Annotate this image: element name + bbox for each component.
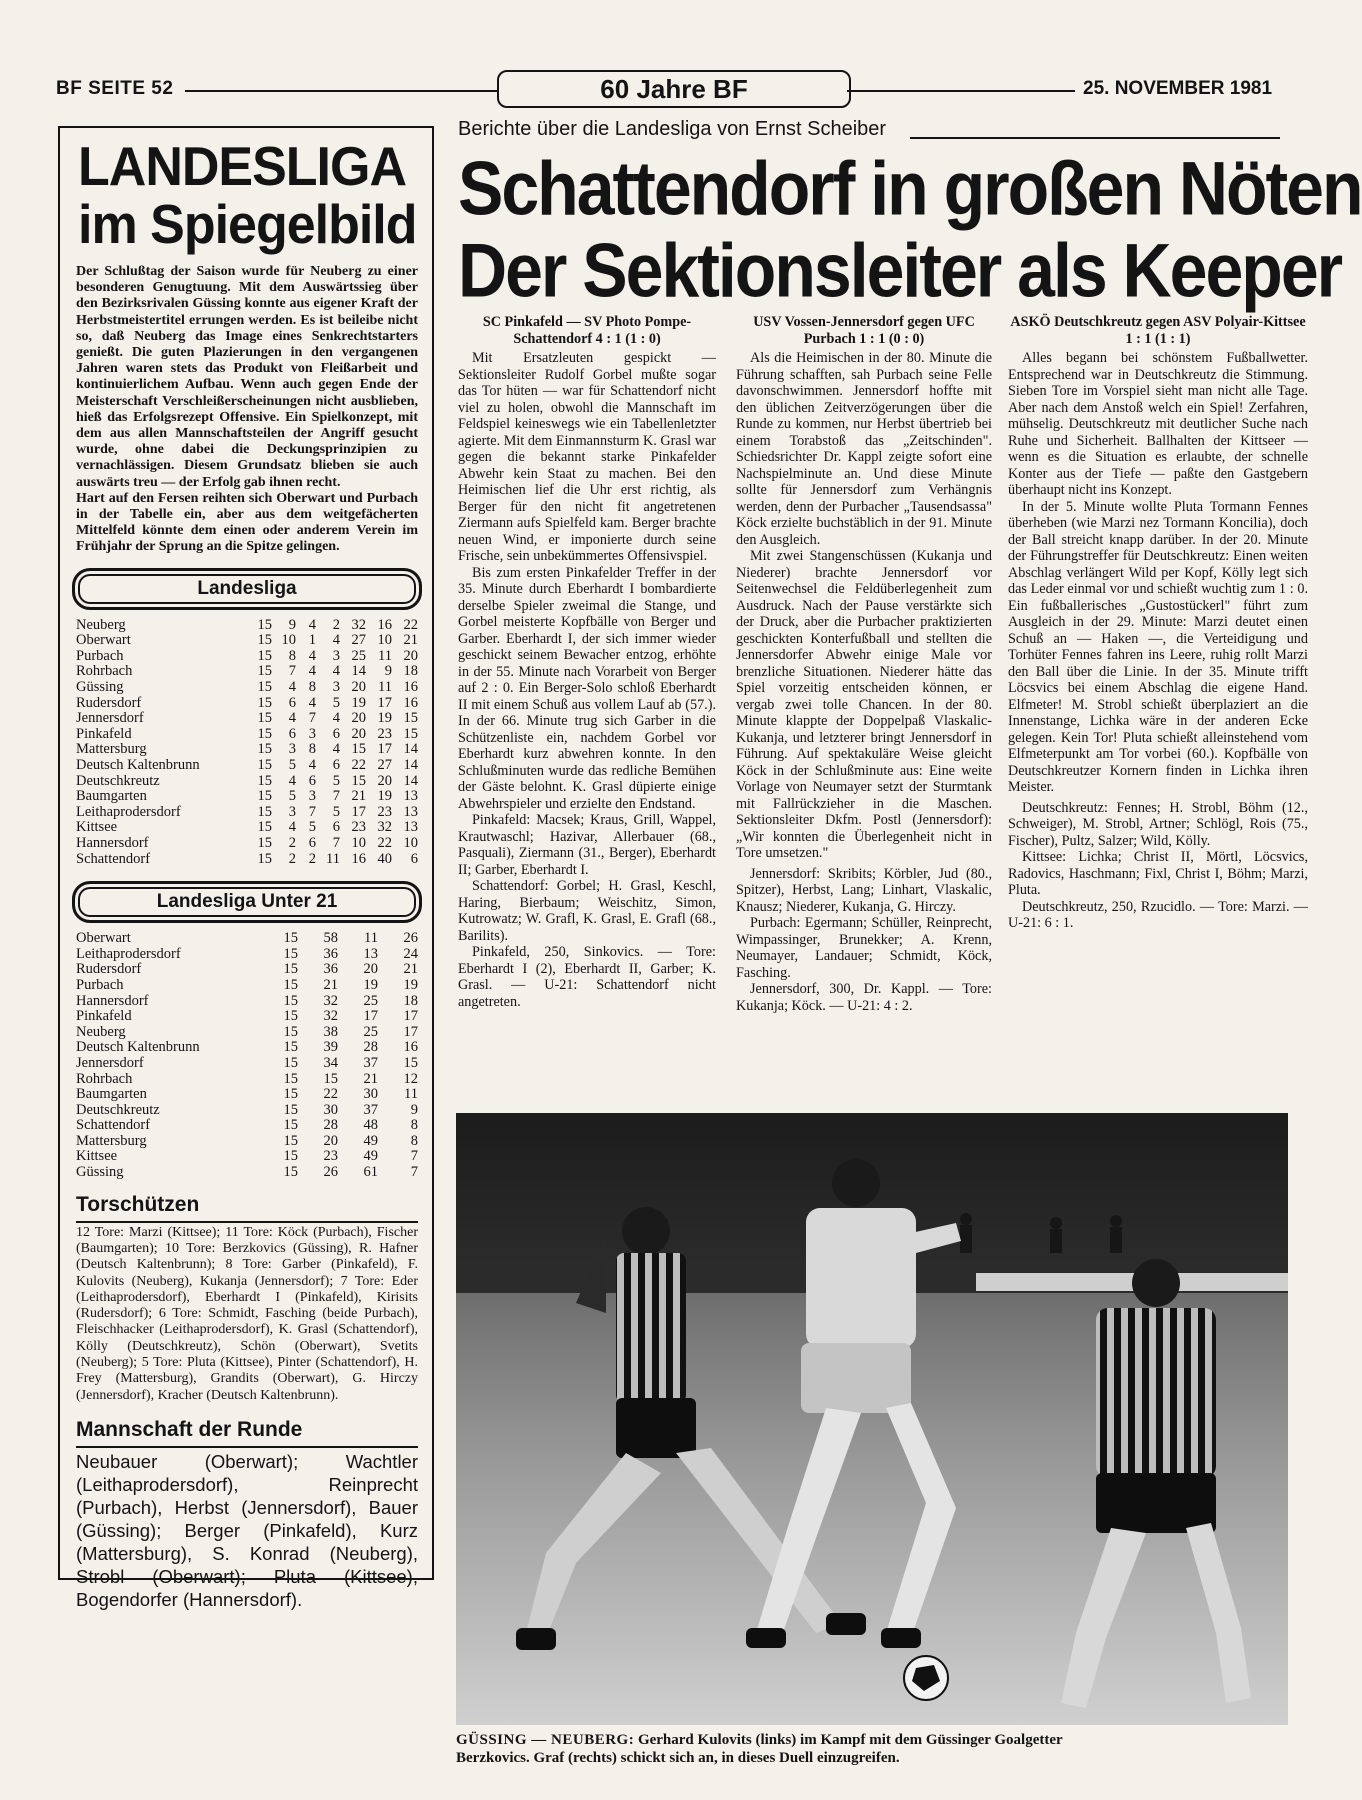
stat-cell: 6 [332,757,340,773]
team-name: Pinkafeld [76,725,132,742]
stat-cell: 8 [308,679,316,696]
team-name: Leithaprodersdorf [76,945,181,962]
stat-cell: 17 [403,1023,418,1040]
team-name: Schattendorf [76,1117,151,1134]
stat-cell: 21 [403,961,418,978]
team-of-round-heading: Mannschaft der Runde [76,1417,303,1441]
stat-cell: 36 [323,945,338,962]
stat-cell: 15 [283,1054,298,1071]
caption-text: Gerhard Kulovits (links) im Kampf mit dem Güssinger Goalgetter [634,1732,1063,1748]
stat-cell: 38 [323,1023,338,1040]
stat-cell: 14 [403,741,418,758]
stat-cell: 10 [351,834,366,851]
stat-cell: 7 [308,710,316,727]
match-facts: Pinkafeld, 250, Sinkovics. — Tore: Eberhardt I (2), Eberhardt II, Garber; K. Grasl. — U-21: Schattendorf nicht angetreten. [458,944,716,1010]
match-title: ASKÖ Deutschkreutz gegen ASV Polyair-Kittsee 1 : 1 (1 : 1) [1010,314,1306,347]
stat-cell: 22 [403,616,418,633]
stat-cell: 4 [332,663,340,680]
report-paragraph: In der 5. Minute wollte Pluta Tormann Fennes überheben (wie Marzi nez Tormann Koncilia), doch der Ball streicht knapp darüber. In der 20. Minute der Führungstreffer für Deutschkreutz: Einen weiten Abschlag verlängert Wild per Kopf, Kölly legt sich das Leder einmal vor und schießt wuchtig zum 1 : 0. Ein fußballerisches „Gustostückerl" führt zum Ausgleich in der 29. Minute: Marzi deutet einen Schuß an — Haken —, die Verteidigung und Torhüter Fennes fahren ins Leere, ruhig rollt Marzi den Ball über die Linie. In der 35. Minute trifft Löcsvics bei einem Abschlag die eigene Hand. Elfmeter! M. Strobl schießt überplaziert an die Innenstange, Lichka wäre in der anderen Ecke gelegen. Kein Tor! Pluta schießt alleinstehend vom Elfmeterpunkt am Tor vorbei (60.). Kopfbälle von Deutschkreutzer Kornern finden in Lichka ihren Meister. [1008,498,1308,795]
report-paragraph: Mit zwei Stangenschüssen (Kukanja und Niederer) brachte Jennersdorf vor Seitenwechsel die Feldüberlegenheit zum Ausdruck. Nach der Pause verstärkte sich der Druck, aber die Purbacher praktizierten geschickten Konterfußball und stellten die Jennersdorfer Abwehr einige Male vor brenzliche Situationen. Niederer hätte das Spiel vorzeitig entscheiden können, er vergab zwei tolle Chancen. In der 80. Minute klappte der Doppelpaß Vlaskalic-Kukanja, und letzterer bringt Jennersdorf in Führung. Auf spektakuläre Weise gleicht Köck in der Schlußminute aus: Eine weite Vorlage von Neumayer setzt der Sturmtank mit Fallrückzieher in die Maschen. Sektionsleiter Dkfm. Postl (Jennersdorf): „Wir konnten die Überlegenheit nicht in Tore umsetzen." [736,548,992,861]
stat-cell: 4 [308,647,316,664]
table-row [76,1149,418,1165]
table-row [76,1103,418,1119]
stat-cell: 15 [351,772,366,789]
stat-cell: 16 [403,679,418,696]
stat-cell: 15 [257,616,272,633]
stat-cell: 17 [403,1008,418,1025]
report-paragraph: Als die Heimischen in der 80. Minute die Führung schafften, sah Purbach seine Felle davonschwimmen. Jennersdorf hoffte mit den üblichen Zeitverzögerungen über die Runde zu kommen, nur Herbst übertrieb bei einem Torabstoß das „Zeitschinden". Schiedsrichter Dr. Kappl zeigte sofort eine Nachspielminute an. Und diese Minute sollte für Jennersdorf zum Verhängnis werden, denn der Purbacher „Tausendsassa" Köck erzielte buchstäblich in der 91. Minute den Ausgleich. [736,350,992,548]
stat-cell: 8 [288,647,296,664]
stat-cell: 13 [403,803,418,820]
column-3-inner [1008,314,1308,932]
stat-cell: 19 [351,694,366,711]
table-row [76,947,418,963]
match-report-jennersdorf [736,314,992,1106]
stat-cell: 5 [332,772,340,789]
stat-cell: 15 [257,694,272,711]
stat-cell: 5 [288,757,296,773]
stat-cell: 2 [308,850,316,867]
stat-cell: 11 [404,1086,418,1103]
stat-cell: 15 [257,710,272,727]
standings-table [76,618,418,868]
table-row [76,931,418,947]
stat-cell: 20 [351,725,366,742]
lineup-home: Deutschkreutz: Fennes; H. Strobl, Böhm (12., Schweiger), M. Strobl, Artner; Schlögl, Rois (75., Fischer), Pultz, Salzer; Wild, Kölly. [1008,799,1308,849]
stat-cell: 11 [364,930,378,947]
report-paragraph: Mit Ersatzleuten gespickt — Sektionsleiter Rudolf Gorbel mußte sogar das Tor hüten — war für Schattendorf nicht viel zu holen, obwohl die Mannschaft im Feldspiel keineswegs wie ein Tabellenletzter agierte. Mit dem Einmannsturm K. Grasl war gegen die bekannt starke Pinkafelder Abwehr kein Staat zu machen. Bei den Heimischen lief die Uhr erst richtig, als Berger für den nicht fit angetretenen Ziermann aufs Spielfeld kam. Berger brachte neuen Wind, er imponierte durch seine Frische, sein unbekümmertes Offensivspiel. [458,350,716,564]
header-rule-left [185,90,497,92]
stat-cell: 23 [323,1148,338,1165]
stat-cell: 28 [363,1039,378,1056]
match-photo [456,1113,1288,1725]
table-row [76,789,418,805]
stat-cell: 6 [332,725,340,742]
stat-cell: 15 [403,1054,418,1071]
stat-cell: 58 [323,930,338,947]
stat-cell: 6 [308,772,316,789]
stat-cell: 3 [332,647,340,664]
stat-cell: 12 [403,1070,418,1087]
issue-date: 25. NOVEMBER 1981 [1083,78,1273,99]
table-row [76,774,418,790]
stat-cell: 6 [288,725,296,742]
stat-cell: 4 [332,632,340,649]
stat-cell: 23 [377,803,392,820]
team-name: Oberwart [76,930,131,947]
stat-cell: 9 [410,1101,418,1118]
byline-rule [910,137,1280,139]
stat-cell: 17 [363,1008,378,1025]
stat-cell: 2 [288,834,296,851]
stat-cell: 15 [283,1101,298,1118]
stat-cell: 30 [363,1086,378,1103]
headline-line-1: Schattendorf in großen Nöten [458,146,1362,232]
stat-cell: 20 [363,961,378,978]
team-name: Rohrbach [76,663,133,680]
table-row [76,711,418,727]
headline-line-2: Der Sektionsleiter als Keeper [458,228,1342,314]
stat-cell: 15 [283,1086,298,1103]
stat-cell: 15 [283,945,298,962]
stat-cell: 4 [308,694,316,711]
stat-cell: 25 [363,992,378,1009]
stat-cell: 20 [323,1132,338,1149]
landesliga-sidebar [58,126,434,1610]
team-name: Kittsee [76,819,118,836]
stat-cell: 19 [377,788,392,805]
stat-cell: 16 [351,850,366,867]
stat-cell: 15 [283,1008,298,1025]
table-row [76,1072,418,1088]
stat-cell: 20 [351,710,366,727]
stat-cell: 15 [283,1039,298,1056]
stat-cell: 21 [363,1070,378,1087]
stat-cell: 16 [403,694,418,711]
stat-cell: 23 [377,725,392,742]
stat-cell: 6 [410,850,418,867]
stat-cell: 21 [351,788,366,805]
u21-standings-heading: Landesliga Unter 21 [72,881,422,923]
match-facts: Deutschkreutz, 250, Rzucidlo. — Tore: Marzi. — U-21: 6 : 1. [1008,898,1308,931]
stat-cell: 28 [323,1117,338,1134]
table-row [76,1025,418,1041]
stat-cell: 5 [332,803,340,820]
stat-cell: 17 [377,741,392,758]
stat-cell: 13 [403,819,418,836]
stat-cell: 15 [283,1148,298,1165]
stat-cell: 10 [281,632,296,649]
stat-cell: 15 [283,992,298,1009]
stat-cell: 40 [377,850,392,867]
stat-cell: 2 [288,850,296,867]
table-row [76,852,418,868]
stat-cell: 4 [288,679,296,696]
team-name: Schattendorf [76,850,151,867]
sidebar-subtitle: im Spiegelbild [78,194,417,256]
stat-cell: 6 [288,694,296,711]
lineup-away: Schattendorf: Gorbel; H. Grasl, Keschl, Haring, Bierbaum; Weischitz, Simon, Kutrowatz; W. Grafl, K. Grasl, E. Grafl (68., Barilits). [458,878,716,944]
stat-cell: 18 [403,992,418,1009]
anniversary-badge: 60 Jahre BF [497,70,851,108]
stat-cell: 4 [288,710,296,727]
team-name: Deutsch Kaltenbrunn [76,757,200,773]
team-name: Neuberg [76,1023,126,1040]
stat-cell: 37 [363,1101,378,1118]
table-row [76,1056,418,1072]
stat-cell: 6 [332,819,340,836]
stat-cell: 7 [410,1164,418,1181]
lineup-away: Kittsee: Lichka; Christ II, Mörtl, Löcsvics, Radovics, Haschmann; Fixl, Christ I, Böhm; Marzi, Pluta. [1008,849,1308,898]
stat-cell: 13 [403,788,418,805]
stat-cell: 4 [332,710,340,727]
table-row [76,696,418,712]
stat-cell: 61 [363,1164,378,1181]
table-row [76,742,418,758]
stat-cell: 3 [308,725,316,742]
team-name: Deutsch Kaltenbrunn [76,1039,200,1056]
stat-cell: 11 [326,850,340,867]
stat-cell: 25 [351,647,366,664]
team-name: Kittsee [76,1148,118,1165]
table-row [76,649,418,665]
team-name: Baumgarten [76,1086,147,1103]
stat-cell: 15 [257,647,272,664]
report-paragraph: Bis zum ersten Pinkafelder Treffer in der 35. Minute durch Eberhardt I bombardierte derselbe Spieler zweimal die Stange, und Gorbel meisterte Kopfbälle von Berger und Garber. Eberhardt I, der sich immer wieder geschickt seinem Bewacher entzog, erhöhte in der 55. Minute nach Vorarbeit von Berger auf 2 : 0. Ein Berger-Solo schloß Eberhardt II mit einem Schuß aus vollem Lauf ab (57.). In der 66. Minute trug sich Garber in die Schützenliste ein, nachdem Gorbel vor Eberhardt kurz abwehren konnte. In den Schlußminuten wurde das redliche Bemühen der Gäste belohnt. K. Grasl düpierte einige Abwehrspieler und erzielte den Endstand. [458,564,716,812]
stat-cell: 21 [323,976,338,993]
stat-cell: 10 [403,834,418,851]
sidebar-title: LANDESLIGA [78,136,406,198]
stat-cell: 15 [403,710,418,727]
team-of-round-text: Neubauer (Oberwart); Wachtler (Leithaprodersdorf), Reinprecht (Purbach), Herbst (Jennersdorf), Bauer (Güssing); Berger (Pinkafeld), Kurz (Mattersburg), S. Konrad (Neuberg), Strobl (Oberwart); Pluta (Kittsee), Bogendorfer (Hannersdorf). [76,1450,418,1610]
table-row [76,680,418,696]
stat-cell: 3 [332,679,340,696]
stat-cell: 32 [323,992,338,1009]
stat-cell: 48 [363,1117,378,1134]
match-report-deutschkreutz [1008,314,1308,1106]
match-photo-illustration [456,1113,1288,1725]
stat-cell: 7 [308,803,316,820]
stat-cell: 7 [332,834,340,851]
table-row [76,758,418,774]
table-row [76,664,418,680]
stat-cell: 32 [377,819,392,836]
stat-cell: 49 [363,1132,378,1149]
stat-cell: 25 [363,1023,378,1040]
stat-cell: 6 [308,834,316,851]
table-row [76,1118,418,1134]
stat-cell: 15 [283,1132,298,1149]
caption-line-2: Berzkovics. Graf (rechts) schickt sich an, in dieses Duell einzugreifen. [456,1750,900,1766]
stat-cell: 3 [288,741,296,758]
stat-cell: 15 [257,834,272,851]
table-row [76,836,418,852]
scorers-text: 12 Tore: Marzi (Kittsee); 11 Tore: Köck (Purbach), Fischer (Baumgarten); 10 Tore: Berzkovics (Güssing), R. Hafner (Deutsch Kaltenbrunn); 8 Tore: Garber (Pinkafeld), F. Kulovits (Neuberg), Kukanja (Jennersdorf); 7 Tore: Eder (Leithaprodersdorf), Eberhardt I (Pinkafeld), Kirisits (Rudersdorf); 6 Tore: Schmidt, Fasching (beide Purbach), Fleischhacker (Leithaprodersdorf), K. Grasl (Schattendorf), Kölly (Deutschkreutz), Schön (Oberwart), Svetits (Neuberg); 5 Tore: Pluta (Kittsee), Pinter (Schattendorf), H. Frey (Mattersburg), Grandits (Oberwart), G. Hirczy (Jennersdorf), Kracher (Deutsch Kaltenbrunn). [76,1224,418,1403]
stat-cell: 20 [377,772,392,789]
team-name: Pinkafeld [76,1008,132,1025]
lineup-home: Jennersdorf: Skribits; Körbler, Jud (80., Spitzer), Herbst, Lang; Linhart, Vlaskalic, Knausz; Niederer, Kukanja, G. Hirczy. [736,865,992,915]
table-row [76,1040,418,1056]
team-name: Rudersdorf [76,694,142,711]
stat-cell: 23 [351,819,366,836]
stat-cell: 20 [403,647,418,664]
stat-cell: 2 [332,616,340,633]
stat-cell: 15 [257,803,272,820]
stat-cell: 16 [377,616,392,633]
stat-cell: 3 [308,788,316,805]
team-name: Oberwart [76,632,131,649]
table-row [76,633,418,649]
stat-cell: 15 [257,757,272,773]
page-label: BF SEITE 52 [56,78,174,99]
caption-lead: GÜSSING — NEUBERG: [456,1732,635,1748]
match-title: SC Pinkafeld — SV Photo Pompe-Schattendorf 4 : 1 (1 : 0) [482,314,692,347]
stat-cell: 15 [257,819,272,836]
team-name: Deutschkreutz [76,772,160,789]
team-name: Leithaprodersdorf [76,803,181,820]
stat-cell: 7 [332,788,340,805]
team-name: Mattersburg [76,1132,147,1149]
stat-cell: 7 [410,1148,418,1165]
team-name: Jennersdorf [76,1054,144,1071]
stat-cell: 15 [283,1023,298,1040]
stat-cell: 15 [351,741,366,758]
stat-cell: 15 [257,725,272,742]
stat-cell: 15 [323,1070,338,1087]
stat-cell: 11 [378,647,392,664]
table-row [76,1009,418,1025]
stat-cell: 15 [283,976,298,993]
stat-cell: 22 [323,1086,338,1103]
table-row [76,1165,418,1181]
stat-cell: 15 [257,663,272,680]
stat-cell: 22 [377,834,392,851]
team-name: Güssing [76,679,124,696]
stat-cell: 5 [332,694,340,711]
stat-cell: 27 [351,632,366,649]
match-title: USV Vossen-Jennersdorf gegen UFC Purbach 1 : 1 (0 : 0) [753,314,975,347]
stat-cell: 14 [403,772,418,789]
stat-cell: 15 [283,1117,298,1134]
stat-cell: 14 [403,757,418,773]
stat-cell: 24 [403,945,418,962]
team-name: Hannersdorf [76,992,149,1009]
stat-cell: 3 [288,803,296,820]
stat-cell: 4 [288,819,296,836]
stat-cell: 36 [323,961,338,978]
table-row [76,994,418,1010]
stat-cell: 4 [308,757,316,773]
stat-cell: 9 [384,663,392,680]
stat-cell: 15 [257,632,272,649]
report-paragraph: Alles begann bei schönstem Fußballwetter. Entsprechend war in Deutschkreutz die Stimmung. Sieben Tore im Vorspiel sieht man nicht alle Tage. Aber nach dem Anstoß welch ein Spiel! Zerfahren, mühselig. Deutschkreutz mit deutlicher Suche nach Ruhe und Sicherheit. Ballhalten der Kittseer — wenn es die Situation es erlaubte, der schnelle Konter aus der Tiefe — paßte den Gastgebern überhaupt nicht ins Konzept. [1008,350,1308,498]
stat-cell: 22 [351,757,366,773]
photo-caption [456,1731,1288,1767]
stat-cell: 39 [323,1039,338,1056]
stat-cell: 15 [283,1164,298,1181]
stat-cell: 10 [377,632,392,649]
stat-cell: 7 [288,663,296,680]
stat-cell: 19 [377,710,392,727]
match-report-pinkafeld [458,314,716,1106]
stat-cell: 14 [351,663,366,680]
stat-cell: 15 [257,850,272,867]
u21-standings-table [76,931,418,1181]
table-row [76,1134,418,1150]
team-name: Baumgarten [76,788,147,805]
stat-cell: 4 [308,616,316,633]
table-row [76,1087,418,1103]
stat-cell: 15 [283,930,298,947]
table-row [76,805,418,821]
stat-cell: 19 [363,976,378,993]
team-name: Deutschkreutz [76,1101,160,1118]
byline: Berichte über die Landesliga von Ernst Scheiber [458,118,887,140]
team-name: Rohrbach [76,1070,133,1087]
sidebar-intro-2: Hart auf den Fersen reihten sich Oberwart und Purbach in der Tabelle ein, aber aus dem weitgefächerten Mittelfeld könnte dem einen oder anderem Verein im Frühjahr der Sprung an die Spitze gelingen. [76,490,418,555]
header-rule-right [847,90,1075,92]
stat-cell: 18 [403,663,418,680]
sidebar-intro: Der Schlußtag der Saison wurde für Neuberg zu einer besonderen Genugtuung. Mit dem Auswärtssieg über den Bezirksrivalen Güssing konnte aus eigener Kraft der Herbstmeistertitel errungen werden. Es ist beileibe nicht so, daß Neuberg das Image eines Senkrechtstarters genießt. Die guten Plazierungen in den vergangenen Jahren waren stets das Produkt von Fleißarbeit und kontinuierlichem Aufbau. Wenn auch gegen Ende der Meisterschaft Verschleißerscheinungen nicht ausblieben, hieß das Erfolgsrezept Offensive. Ein Spielkonzept, mit dem aus allen Mannschaftsteilen der Angriff gesucht wurde, ohne dabei die Deckungsprinzipien zu vernachlässigen. Diesem Grundsatz blieben sie auch auswärts treu — der Erfolg gab ihnen recht. [76,264,418,490]
stat-cell: 8 [308,741,316,758]
stat-cell: 13 [363,945,378,962]
team-name: Güssing [76,1164,124,1181]
lineup-home: Pinkafeld: Macsek; Kraus, Grill, Wappel, Krautwaschl; Hazivar, Allerbauer (68., Pasquali), Ziermann (31., Berger), Eberhardt II; Garber, Eberhardt I. [458,812,716,878]
team-name: Neuberg [76,616,126,633]
stat-cell: 26 [323,1164,338,1181]
team-name: Purbach [76,976,124,993]
stat-cell: 34 [323,1054,338,1071]
stat-cell: 1 [308,632,316,649]
stat-cell: 15 [257,679,272,696]
stat-cell: 9 [288,616,296,633]
team-name: Rudersdorf [76,961,142,978]
table-row [76,962,418,978]
stat-cell: 26 [403,930,418,947]
stat-cell: 16 [403,1039,418,1056]
page-header [0,70,1288,110]
stat-cell: 5 [288,788,296,805]
stat-cell: 8 [410,1132,418,1149]
team-name: Jennersdorf [76,710,144,727]
stat-cell: 20 [351,679,366,696]
standings-heading: Landesliga [72,568,422,610]
stat-cell: 5 [308,819,316,836]
stat-cell: 15 [257,772,272,789]
team-name: Mattersburg [76,741,147,758]
lineup-away: Purbach: Egermann; Schüller, Reinprecht, Wimpassinger, Brunekker; A. Krenn, Neumayer, Landauer; Schmidt, Köck, Fasching. [736,915,992,981]
stat-cell: 21 [403,632,418,649]
team-name: Hannersdorf [76,834,149,851]
stat-cell: 4 [308,663,316,680]
stat-cell: 11 [378,679,392,696]
table-row [76,618,418,634]
stat-cell: 8 [410,1117,418,1134]
stat-cell: 15 [257,788,272,805]
stat-cell: 15 [283,1070,298,1087]
table-row [76,820,418,836]
table-row [76,727,418,743]
stat-cell: 30 [323,1101,338,1118]
caption-line-1 [456,1731,1288,1749]
table-row [76,978,418,994]
scorers-heading: Torschützen [76,1192,200,1216]
stat-cell: 17 [351,803,366,820]
stat-cell: 17 [377,694,392,711]
stat-cell: 49 [363,1148,378,1165]
stat-cell: 4 [288,772,296,789]
stat-cell: 19 [403,976,418,993]
stat-cell: 37 [363,1054,378,1071]
stat-cell: 32 [323,1008,338,1025]
team-name: Purbach [76,647,124,664]
stat-cell: 15 [257,741,272,758]
stat-cell: 32 [351,616,366,633]
stat-cell: 4 [332,741,340,758]
stat-cell: 15 [283,961,298,978]
match-facts: Jennersdorf, 300, Dr. Kappl. — Tore: Kukanja; Köck. — U-21: 4 : 2. [736,981,992,1014]
stat-cell: 15 [403,725,418,742]
stat-cell: 27 [377,757,392,773]
